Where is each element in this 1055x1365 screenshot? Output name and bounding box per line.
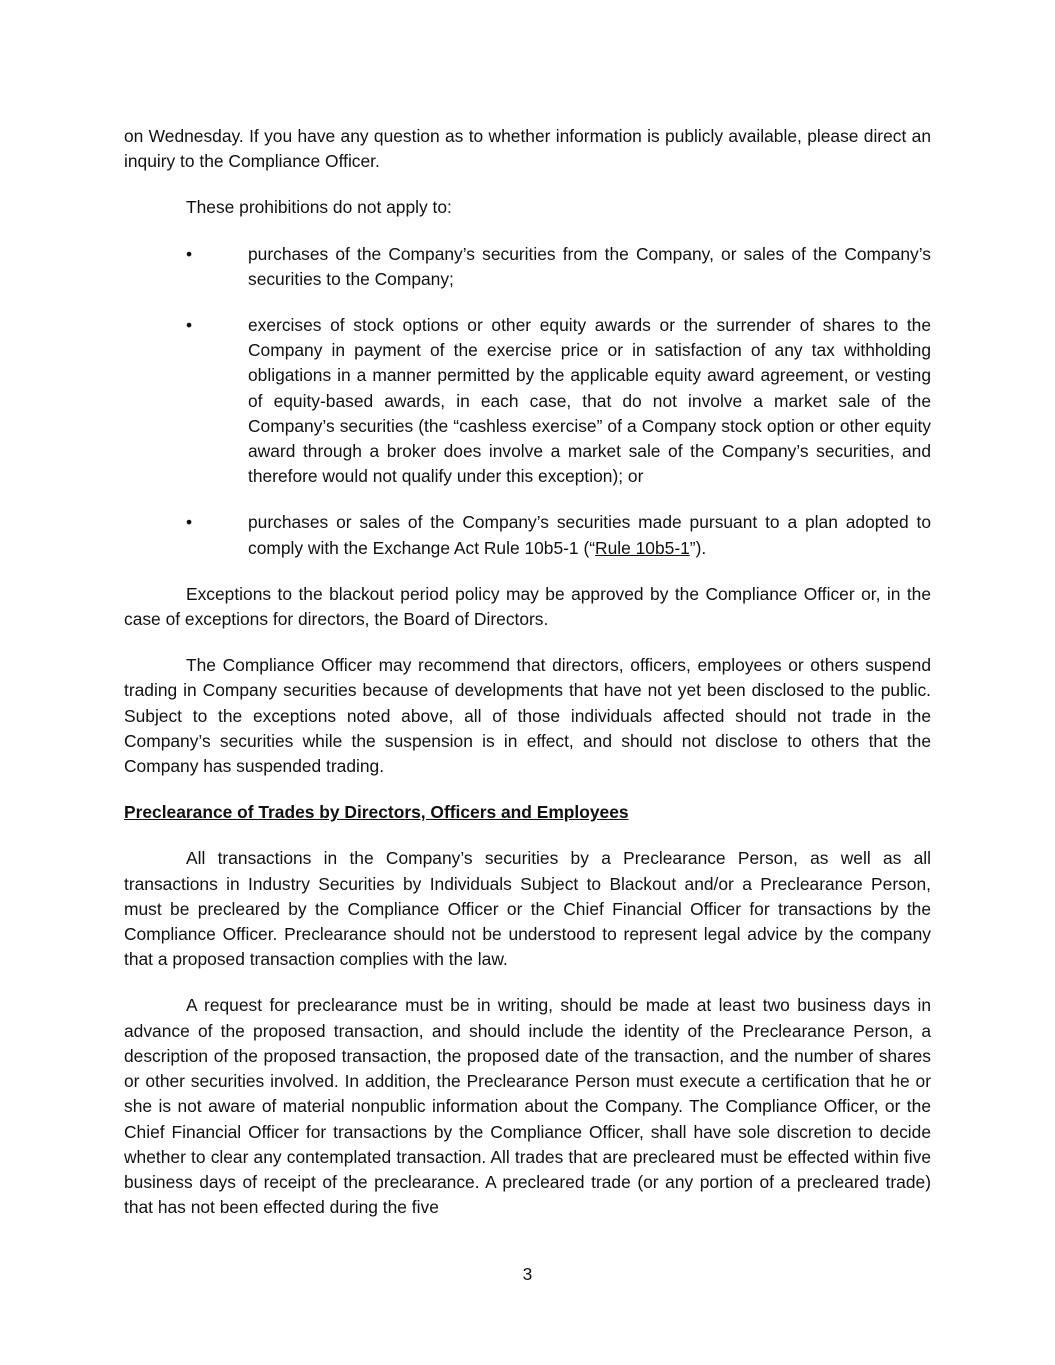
list-item — [124, 242, 931, 292]
bullet-icon: • — [186, 315, 193, 336]
list-item — [124, 510, 931, 560]
paragraph-blackout-exceptions: Exceptions to the blackout period policy may be approved by the Compliance Officer or, in the case of exceptions for directors, the Board of Directors. — [124, 583, 931, 630]
exceptions-list — [124, 242, 931, 561]
paragraph-preclearance-requirement: All transactions in the Company’s securities by a Preclearance Person, as well as all transactions in Industry Securities by Individuals Subject to Blackout and/or a Preclearance Person, must be precleared by the Compliance Officer or the Chief Financial Officer for transactions by the Compliance Officer. Preclearance should not be understood to represent legal advice by the company that a proposed transaction complies with the law. — [124, 848, 931, 970]
paragraph-public-information: on Wednesday. If you have any question as to whether information is publicly available, please direct an inquiry to the Compliance Officer. — [124, 126, 931, 172]
bullet-icon: • — [186, 243, 193, 264]
list-item-text-before: purchases or sales of the Company’s securities made pursuant to a plan adopted to comply with the Exchange Act Rule 10b5-1 (“ — [248, 512, 931, 558]
defined-term-rule-10b5-1: Rule 10b5-1 — [595, 537, 690, 558]
bullet-icon: • — [186, 512, 193, 533]
page-number: 3 — [522, 1264, 533, 1284]
list-item-text: purchases of the Company’s securities from the Company, or sales of the Company’s securities to the Company; — [248, 243, 931, 289]
section-heading: Preclearance of Trades by Directors, Officers and Employees — [124, 802, 629, 823]
paragraph-suspend-trading: The Compliance Officer may recommend that directors, officers, employees or others suspend trading in Company securities because of developments that have not yet been disclosed to the public. Subject to the exceptions noted above, all of those individuals affected should not trade in the Company’s securities while the suspension is in effect, and should not disclose to others that the Company has suspended trading. — [124, 655, 931, 777]
document-page — [124, 124, 931, 1241]
list-item-text: exercises of stock options or other equity awards or the surrender of shares to the Company in payment of the exercise price or in satisfaction of any tax withholding obligations in a manner permitted by the applicable equity award agreement, or vesting of equity-based awards, in each case, that do not involve a market sale of the Company’s securities (the “cashless exercise” of a Company stock option or other equity award through a broker does involve a market sale of the Company’s securities, and therefore would not qualify under this exception); or — [248, 315, 931, 487]
paragraph-preclearance-request: A request for preclearance must be in writing, should be made at least two business days in advance of the proposed transaction, and should include the identity of the Preclearance Person, a description of the proposed transaction, the proposed date of the transaction, and the number of shares or other securities involved. In addition, the Preclearance Person must execute a certification that he or she is not aware of material nonpublic information about the Company. The Compliance Officer, or the Chief Financial Officer for transactions by the Compliance Officer, shall have sole discretion to decide whether to clear any contemplated transaction. All trades that are precleared must be effected within five business days of receipt of the preclearance. A precleared trade (or any portion of a precleared trade) that has not been effected during the five — [124, 995, 931, 1218]
list-item-text — [248, 512, 931, 557]
list-item — [124, 313, 931, 489]
paragraph-prohibitions-intro: These prohibitions do not apply to: — [186, 197, 452, 218]
list-item-text-after: ”). — [689, 537, 707, 558]
